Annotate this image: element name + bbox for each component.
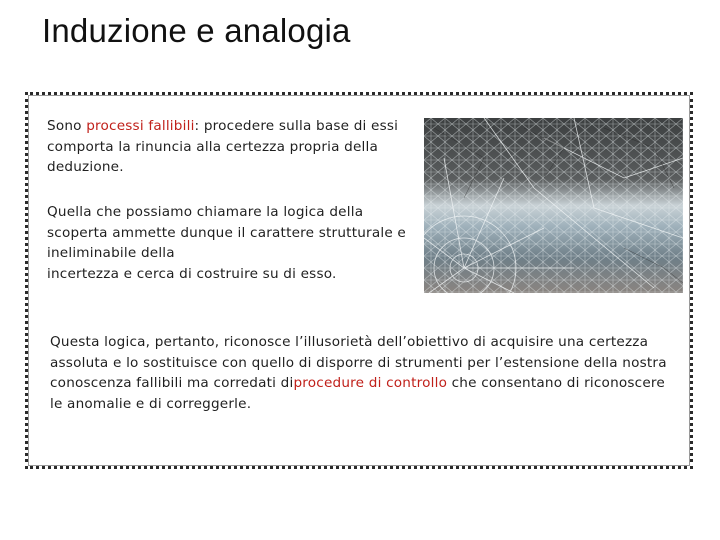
highlight-procedure-di-controllo: procedure di controllo bbox=[293, 375, 448, 391]
paragraph3-text-start: Questa logica, pertanto, riconosce l’illusorietà dell’obiettivo di acquisire una certezza assoluta e lo sostituisce con quello di disporre di strumenti per l’estensione della nostra conoscenza fallibili ma corredati di bbox=[50, 334, 667, 391]
paragraph2-text-start: Quella che possiamo chiamare la logica della scoperta ammette dunque il carattere strutturale e ineliminabile della bbox=[47, 204, 406, 261]
slide-title: Induzione e analogia bbox=[42, 12, 351, 49]
paragraph1-text-end: : procedere sulla base di essi comporta la rinuncia alla certezza propria della deduzione. bbox=[47, 118, 399, 175]
shattered-glass-image bbox=[424, 118, 683, 293]
highlight-processi-fallibili: processi fallibili bbox=[86, 118, 195, 134]
paragraph-logic-of-discovery bbox=[47, 202, 427, 284]
paragraph2-text-end: incertezza e cerca di costruire su di esso. bbox=[47, 265, 337, 282]
paragraph1-text-start: Sono bbox=[47, 118, 87, 134]
paragraph3-text-end: che consentano di riconoscere le anomalie e di correggerle. bbox=[50, 375, 665, 412]
shattered-glass-icon bbox=[424, 118, 683, 293]
paragraph-fallible-processes bbox=[47, 116, 427, 178]
paragraph-this-logic bbox=[50, 332, 680, 414]
